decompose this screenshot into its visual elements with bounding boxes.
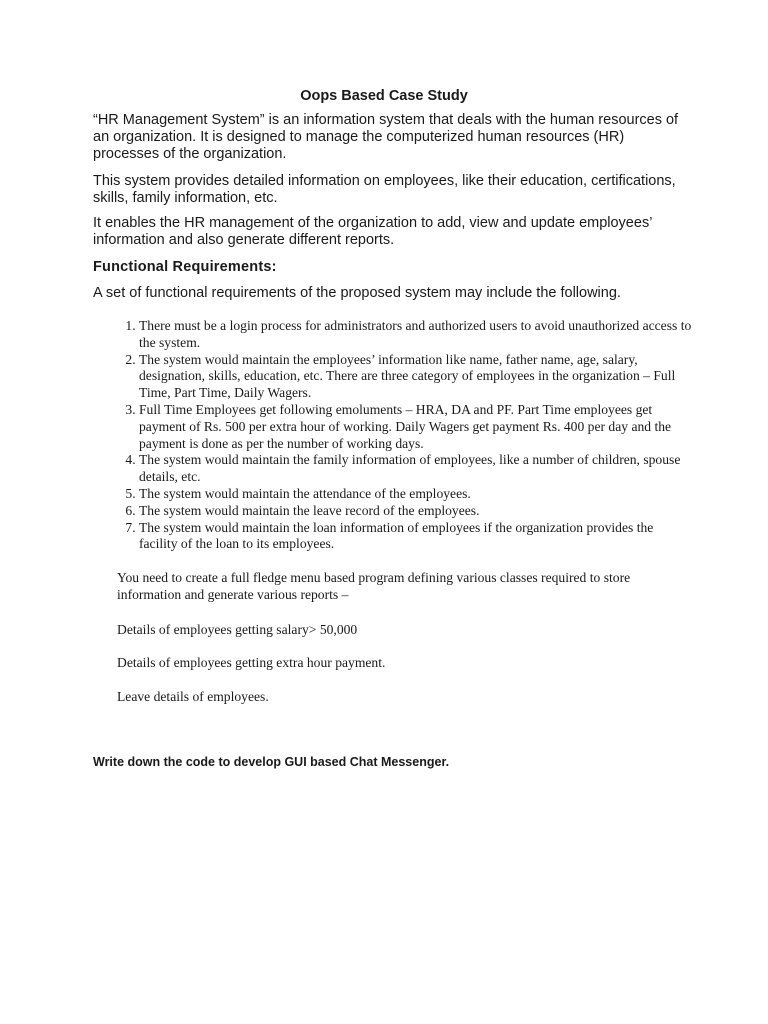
report-item-salary: Details of employees getting salary> 50,000 [117,622,358,637]
report-item-extra-hour: Details of employees getting extra hour payment. [117,655,386,670]
document-title: Oops Based Case Study [300,88,468,104]
intro-paragraph-1: “HR Management System” is an information system that deals with the human resources of an organization. It is designed to manage the computerized human resources (HR) processes of the organization. [93,112,679,162]
requirements-list [93,318,693,553]
requirement-item: 7. The system would maintain the loan information of employees if the organization provides the facility of the loan to its employees. [139,520,693,554]
requirement-item: 1. There must be a login process for administrators and authorized users to avoid unauthorized access to the system. [139,318,693,352]
requirement-item: 6. The system would maintain the leave record of the employees. [139,503,693,520]
intro-paragraph-2: This system provides detailed information on employees, like their education, certifications, skills, family information, etc. [93,173,676,206]
requirement-item: 3. Full Time Employees get following emoluments – HRA, DA and PF. Part Time employees get payment of Rs. 500 per extra hour of working. Daily Wagers get payment Rs. 400 per day and the payment is done as per the number of working days. [139,402,693,452]
intro-paragraph-3: It enables the HR management of the organization to add, view and update employees’ information and also generate different reports. [93,215,652,248]
functional-requirements-heading: Functional Requirements: [93,259,277,275]
requirement-item: 5. The system would maintain the attendance of the employees. [139,486,693,503]
requirement-item: 2. The system would maintain the employees’ information like name, father name, age, salary, designation, skills, education, etc. There are three category of employees in the organization – Full Time, Part Time, Daily Wagers. [139,352,693,402]
requirement-item: 4. The system would maintain the family information of employees, like a number of children, spouse details, etc. [139,452,693,486]
task-paragraph: You need to create a full fledge menu based program defining various classes required to store information and generate various reports – [117,570,631,602]
final-task: Write down the code to develop GUI based Chat Messenger. [93,755,450,769]
report-item-leave: Leave details of employees. [117,689,269,704]
requirements-intro: A set of functional requirements of the proposed system may include the following. [93,285,621,301]
